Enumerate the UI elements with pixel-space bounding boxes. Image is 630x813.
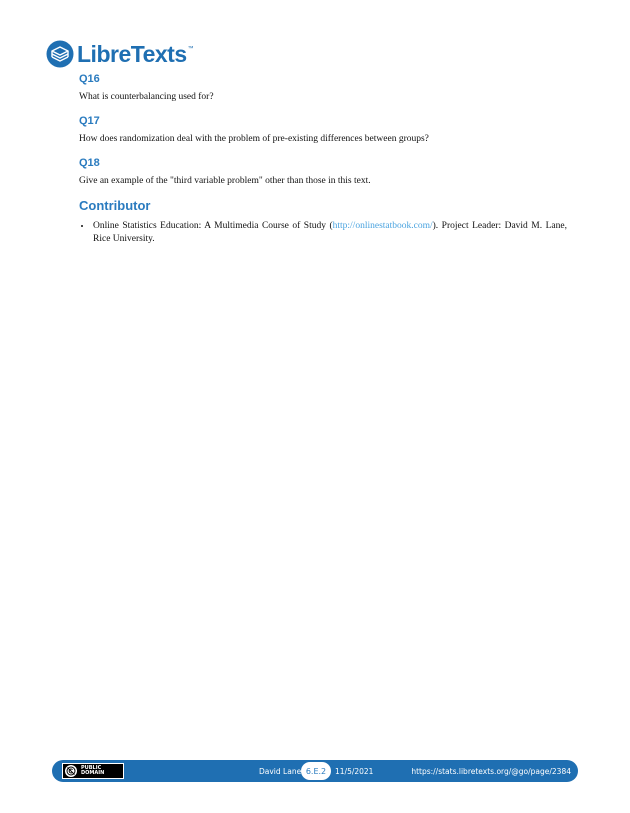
question-heading: Q17 bbox=[79, 115, 100, 127]
question-heading: Q18 bbox=[79, 157, 100, 169]
footer-author: David Lane bbox=[259, 767, 302, 776]
question-q18 bbox=[79, 156, 567, 188]
question-q17 bbox=[79, 114, 567, 146]
question-text: What is counterbalancing used for? bbox=[79, 92, 214, 102]
question-text: How does randomization deal with the problem of pre-existing differences between groups? bbox=[79, 134, 429, 144]
contributor-list bbox=[79, 220, 567, 246]
public-domain-badge[interactable] bbox=[62, 763, 124, 779]
contributor-item bbox=[92, 220, 567, 246]
question-q16 bbox=[79, 72, 567, 104]
footer-page-url[interactable]: https://stats.libretexts.org/@go/page/2384 bbox=[411, 767, 571, 776]
libretexts-book-icon bbox=[46, 39, 74, 69]
logo-wordmark: LibreTexts bbox=[77, 40, 187, 67]
question-text: Give an example of the "third variable problem" other than those in this text. bbox=[79, 176, 371, 186]
onlinestatbook-link[interactable]: http://onlinestatbook.com/ bbox=[332, 221, 433, 231]
license-label: PUBLIC DOMAIN bbox=[81, 764, 105, 776]
contributor-heading: Contributor bbox=[79, 198, 151, 213]
contributor-suffix: ). Project Leader: David M. Lane, Rice University. bbox=[93, 221, 567, 244]
page-footer bbox=[52, 760, 578, 782]
page-content bbox=[79, 72, 567, 246]
contributor-prefix: Online Statistics Education: A Multimedia Course of Study ( bbox=[93, 221, 333, 231]
page-number-badge: 6.E.2 bbox=[301, 762, 331, 780]
logo-trademark: ™ bbox=[187, 46, 194, 52]
libretexts-logo[interactable] bbox=[46, 38, 194, 70]
footer-date: 11/5/2021 bbox=[335, 767, 374, 776]
question-heading: Q16 bbox=[79, 73, 100, 85]
public-domain-icon bbox=[65, 765, 77, 777]
